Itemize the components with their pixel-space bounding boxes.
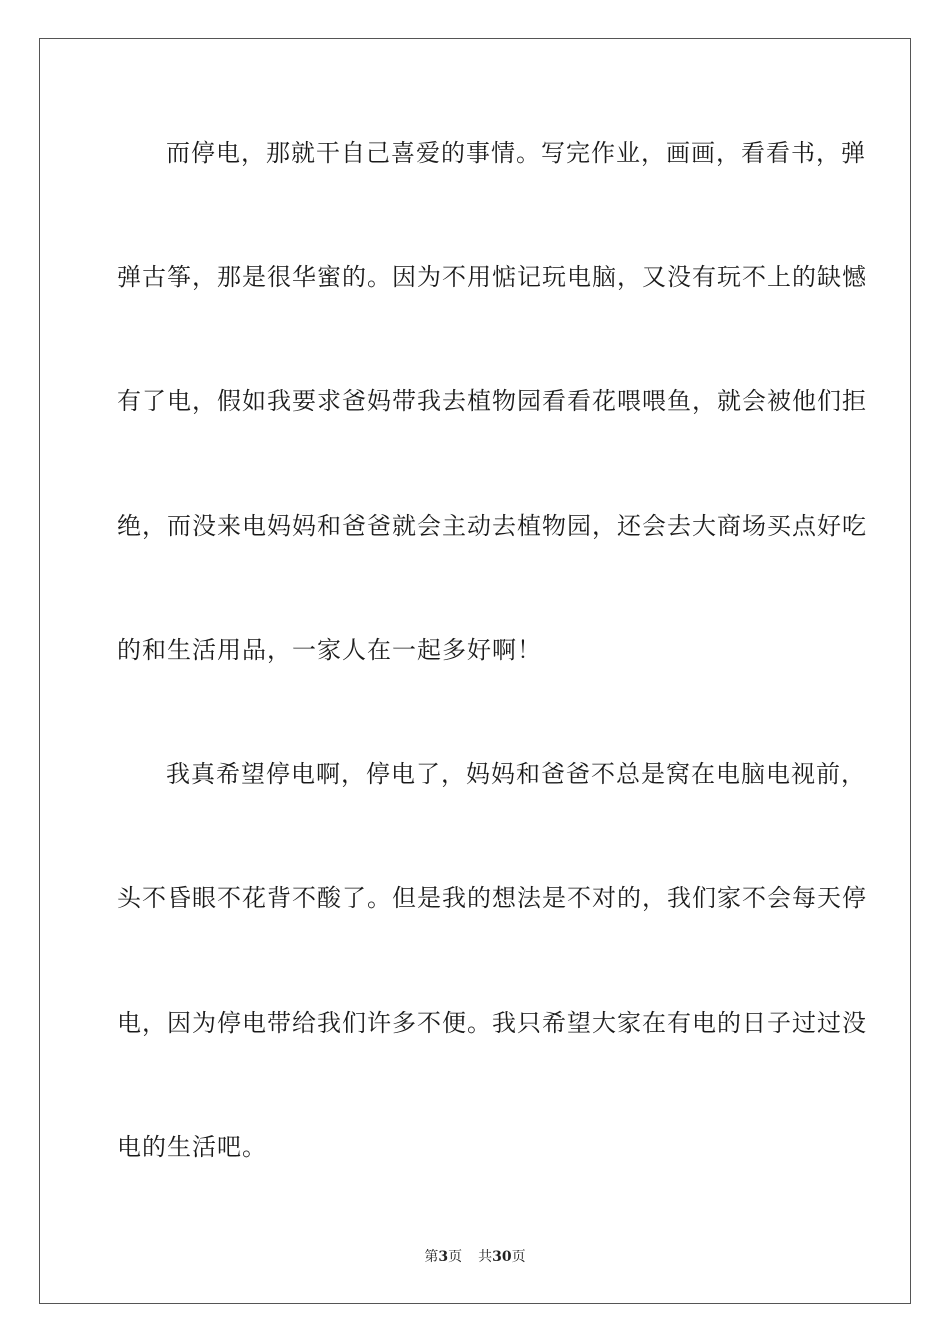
total-prefix: 共 (478, 1249, 493, 1265)
text-line-8: 电，因为停电带给我们许多不便。我只希望大家在有电的日子过过没 (117, 1009, 867, 1037)
text-line-6: 我真希望停电啊，停电了，妈妈和爸爸不总是窝在电脑电视前， (166, 760, 866, 788)
text-line-4: 绝，而没来电妈妈和爸爸就会主动去植物园，还会去大商场买点好吃 (117, 512, 867, 540)
text-line-2: 弹古筝，那是很华蜜的。因为不用惦记玩电脑，又没有玩不上的缺憾 (117, 263, 867, 291)
text-line-9: 电的生活吧。 (117, 1133, 267, 1161)
page-footer (0, 1248, 950, 1266)
text-line-5: 的和生活用品，一家人在一起多好啊！ (117, 636, 542, 664)
text-line-1: 而停电，那就干自己喜爱的事情。写完作业，画画，看看书，弹 (166, 139, 866, 167)
page-suffix: 页 (448, 1249, 463, 1265)
page-prefix: 第 (424, 1249, 439, 1265)
page-number: 3 (438, 1249, 449, 1265)
total-pages: 30 (492, 1249, 512, 1265)
text-line-3: 有了电，假如我要求爸妈带我去植物园看看花喂喂鱼，就会被他们拒 (117, 387, 867, 415)
total-suffix: 页 (511, 1249, 526, 1265)
text-line-7: 头不昏眼不花背不酸了。但是我的想法是不对的，我们家不会每天停 (117, 884, 867, 912)
page-border (39, 38, 911, 1304)
